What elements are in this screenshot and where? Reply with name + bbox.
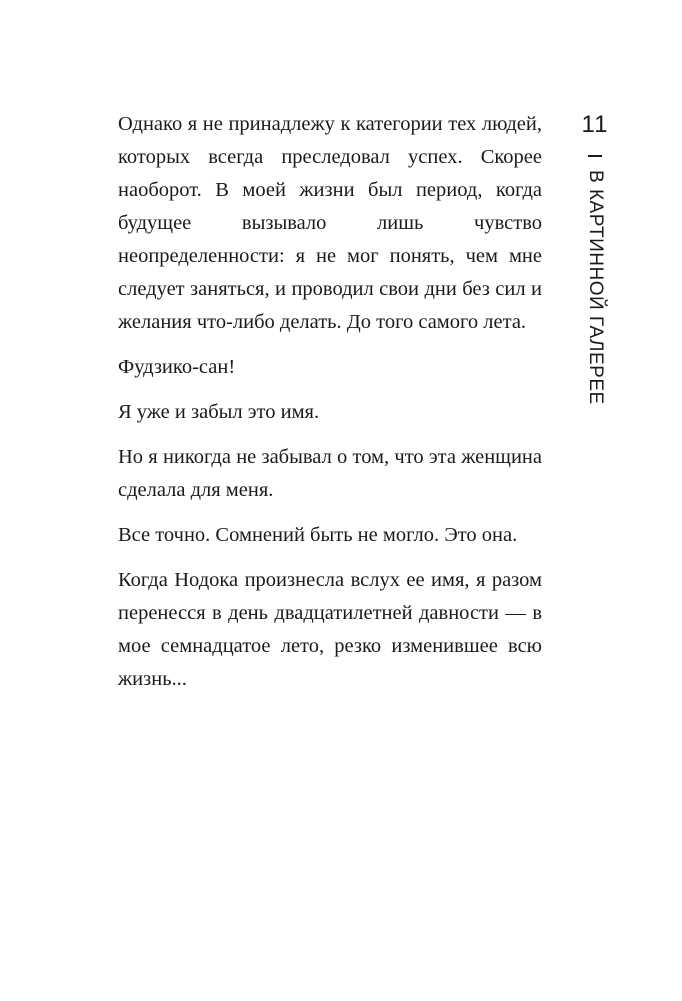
paragraph: Когда Нодока произнесла вслух ее имя, я разом перенесся в день двадцатилетней давности — в мое семнадцатое лето, резко изменившее всю жизнь... [118,569,542,690]
running-head-separator [588,155,602,157]
paragraph: Однако я не принадлежу к категории тех людей, которых всегда преследовал успех. Скорее наоборот. В моей жизни был период, когда будущее вызывало лишь чувство неопределенности: я не мог понять, чем мне следует заняться, и проводил свои дни без сил и желания что-либо делать. До того самого лета. [118,113,542,333]
paragraph: Фудзико-сан! [118,356,236,378]
page-gutter [575,110,615,410]
running-head: В КАРТИННОЙ ГАЛЕРЕЕ [585,170,606,405]
paragraph: Я уже и забыл это имя. [118,401,320,423]
page-number: 11 [581,111,609,138]
paragraph: Все точно. Сомнений быть не могло. Это она. [118,524,518,546]
body-text [118,108,542,708]
paragraph: Но я никогда не забывал о том, что эта женщина сделала для меня. [118,446,542,501]
